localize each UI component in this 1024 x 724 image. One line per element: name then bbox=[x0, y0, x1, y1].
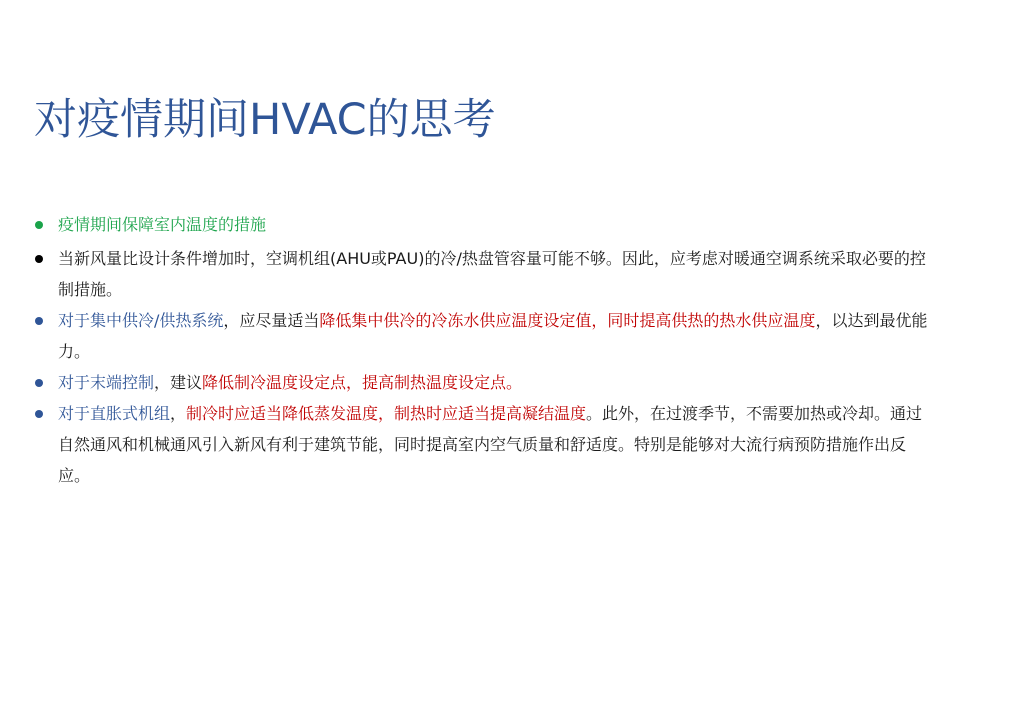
item-emphasis: 降低集中供冷的冷冻水供应温度设定值，同时提高供热的热水供应温度 bbox=[319, 311, 816, 330]
page-title: 对疫情期间HVAC的思考 bbox=[34, 95, 496, 145]
bullet-dot-icon bbox=[35, 255, 43, 263]
paragraph-text: 当新风量比设计条件增加时，空调机组(AHU或PAU)的冷/热盘管容量可能不够。因此，应考虑对暖通空调系统采取必要的控制措施。 bbox=[58, 249, 926, 299]
item-mid: ，建议 bbox=[154, 373, 203, 392]
item-emphasis: 降低制冷温度设定点，提高制热温度设定点。 bbox=[202, 373, 523, 392]
list-item bbox=[30, 305, 930, 367]
bullet-dot-icon bbox=[35, 410, 43, 418]
list-item bbox=[30, 398, 930, 491]
item-tail: 。此外，在过渡季节，不需要加热或冷却。通过自然通风和机械通风引入新风有利于建筑节能，同时提高室内空气质量和舒适度。特别是能够对大流行病预防措施作出反应。 bbox=[58, 404, 923, 485]
list-item bbox=[30, 243, 930, 305]
item-mid: ，应尽量适当 bbox=[223, 311, 320, 330]
item-lead: 对于直胀式机组 bbox=[58, 404, 171, 423]
bullet-list bbox=[30, 209, 930, 491]
bullet-dot-icon bbox=[35, 379, 43, 387]
bullet-dot-icon bbox=[35, 221, 43, 229]
item-lead: 对于集中供冷/供热系统 bbox=[58, 311, 224, 330]
item-emphasis: 制冷时应适当降低蒸发温度，制热时应适当提高凝结温度 bbox=[186, 404, 587, 423]
item-lead: 对于末端控制 bbox=[58, 373, 155, 392]
item-tail: ，以达到最优能力。 bbox=[58, 311, 928, 361]
list-item-heading bbox=[30, 209, 930, 240]
item-mid: ， bbox=[170, 404, 187, 423]
section-heading: 疫情期间保障室内温度的措施 bbox=[58, 215, 267, 234]
list-item bbox=[30, 367, 930, 398]
bullet-dot-icon bbox=[35, 317, 43, 325]
